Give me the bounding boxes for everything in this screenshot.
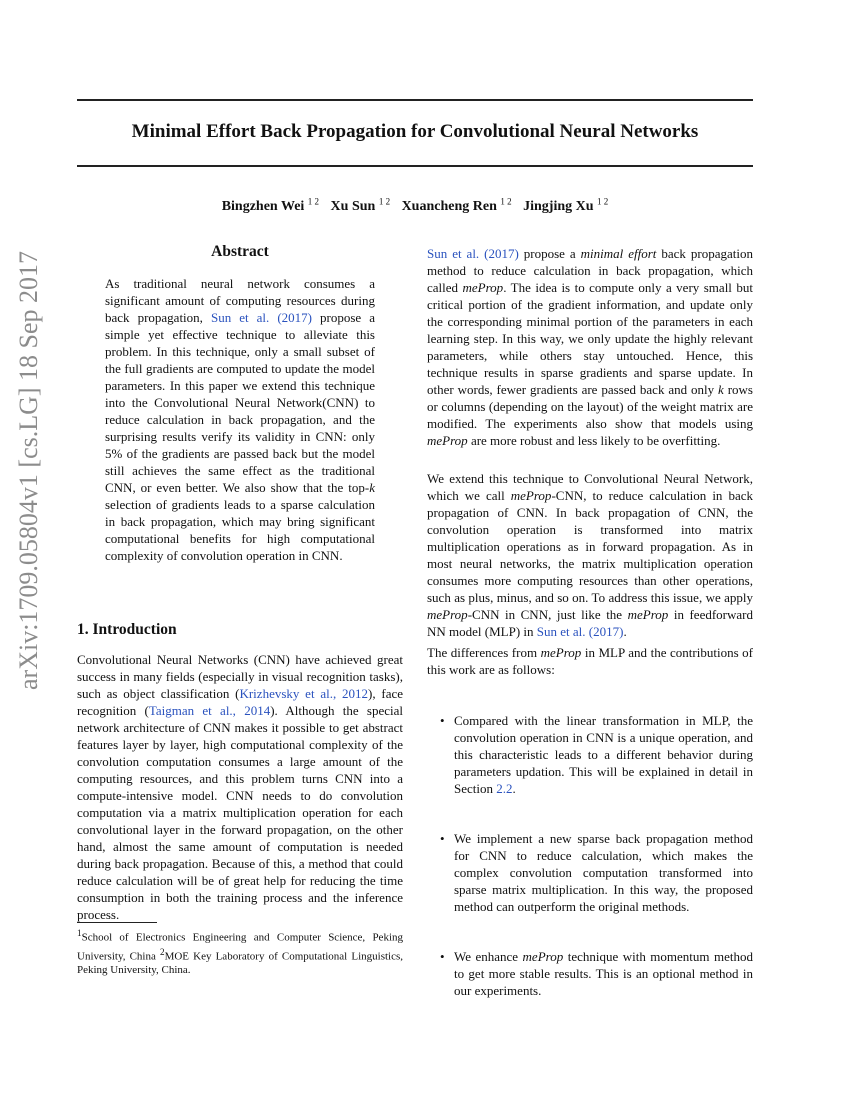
list-item xyxy=(427,948,753,999)
bullet-icon: • xyxy=(440,949,445,964)
author-4: Jingjing Xu $^{1 2}$ xyxy=(523,196,609,214)
right-paragraph-1: Sun et al. (2017) propose a minimal effort back propagation method to reduce calculation in back propagation, which called meProp. The idea is to compute only a very small but critical portion of the gradient information, and update only the corresponding minimal portion of the parameters in each learning step. In this way, we only update the highly relevant parameters, while others stay untouched. Hence, this technique results in sparse gradients and sparse update. In other words, fewer gradients are passed back and only k rows or columns (depending on the layout) of the weight matrix are modified. The experiments also show that models using meProp are more robust and less likely to be overfitting. xyxy=(427,246,753,448)
citation-link[interactable]: Krizhevsky et al., 2012 xyxy=(239,686,368,701)
author-list xyxy=(77,196,753,215)
list-item-text: We enhance meProp technique with momentum method to get more stable results. This is an optional method in our experiments. xyxy=(454,949,753,998)
right-paragraph-3: The differences from meProp in MLP and the contributions of this work are as follows: xyxy=(427,645,753,677)
author-1: Bingzhen Wei $^{1 2}$ xyxy=(221,196,320,214)
author-2: Xu Sun $^{1 2}$ xyxy=(330,196,391,214)
author-3: Xuancheng Ren $^{1 2}$ xyxy=(401,196,512,214)
bullet-icon: • xyxy=(440,713,445,728)
citation-link[interactable]: Sun et al. (2017) xyxy=(210,310,312,325)
list-item xyxy=(427,712,753,797)
section-reference-link[interactable]: 2.2 xyxy=(496,781,513,796)
title-bottom-rule xyxy=(77,165,753,167)
arxiv-stamp: arXiv:1709.05804v1 [cs.LG] 18 Sep 2017 xyxy=(14,250,43,690)
abstract-heading: Abstract xyxy=(211,243,269,260)
bullet-icon: • xyxy=(440,831,445,846)
section-heading-introduction: 1. Introduction xyxy=(77,621,177,638)
list-item-text: We implement a new sparse back propagation method for CNN to reduce calculation, which makes the complex convolution computation transformed into sparse matrix multiplication. In this way, the proposed method can outperform the original methods. xyxy=(454,831,753,914)
paper-title: Minimal Effort Back Propagation for Convolutional Neural Networks xyxy=(131,121,699,142)
intro-paragraph: Convolutional Neural Networks (CNN) have achieved great success in many fields (especially in visual recognition tasks), such as object classification (Krizhevsky et al., 2012), face recognition (Taigman et al., 2014). Although the special network architecture of CNN makes it possible to get abstract features layer by layer, high computational complexity of the convolution computation consumes a large amount of the computing resources, and this problem turns CNN into a compute-intensive model. CNN needs to do convolution computation via a matrix multiplication operation for each convolutional layer in the forward propagation, on the other hand, almost the same amount of computation is needed during back propagation. Because of this, a method that could reduce calculation will be of great help for reducing the time consumption in both the training process and the inference process. xyxy=(77,652,403,922)
citation-link[interactable]: Taigman et al., 2014 xyxy=(148,703,271,718)
list-item-text: Compared with the linear transformation in MLP, the convolution operation in CNN is a unique operation, and this characteristic leads to a different behavior during parameters updation. This will be explained in detail in Section 2.2. xyxy=(454,713,753,796)
citation-link[interactable]: Sun et al. (2017) xyxy=(427,246,519,261)
footnote-rule xyxy=(77,922,157,923)
top-rule xyxy=(77,99,753,101)
list-item xyxy=(427,830,753,915)
citation-link[interactable]: Sun et al. (2017) xyxy=(536,624,624,639)
affiliation-footnote: $^1$School of Electronics Engineering and Computer Science, Peking University, China $^2$MOE Key Laboratory of Computational Linguistics, Peking University, China. xyxy=(77,928,404,977)
abstract-text: As traditional neural network consumes a significant amount of computing resources during back propagation, Sun et al. (2017) propose a simple yet effective technique to alleviate this problem. In this technique, only a small subset of the full gradients are computed to update the model parameters. In this paper we extend this technique into the Convolutional Neural Network(CNN) to reduce calculation in back propagation, and the surprising results verify its validity in CNN: only 5% of the gradients are passed back but the model still achieves the same effect as the traditional CNN, or even better. We also show that the top-k selection of gradients leads to a sparse calculation in back propagation, which may bring significant computational benefits for high computational complexity of convolution operation in CNN. xyxy=(105,276,376,563)
right-paragraph-2: We extend this technique to Convolutional Neural Network, which we call meProp-CNN, to reduce calculation in back propagation of CNN. In back propagation of CNN, the convolution operation is transformed into matrix multiplication operations as in forward propagation. As in most neural networks, the matrix multiplication operation consumes more computing resources than other operations, such as plus, minus, and so on. To address this issue, we apply meProp-CNN in CNN, just like the meProp in feedforward NN model (MLP) in Sun et al. (2017). xyxy=(427,471,753,639)
